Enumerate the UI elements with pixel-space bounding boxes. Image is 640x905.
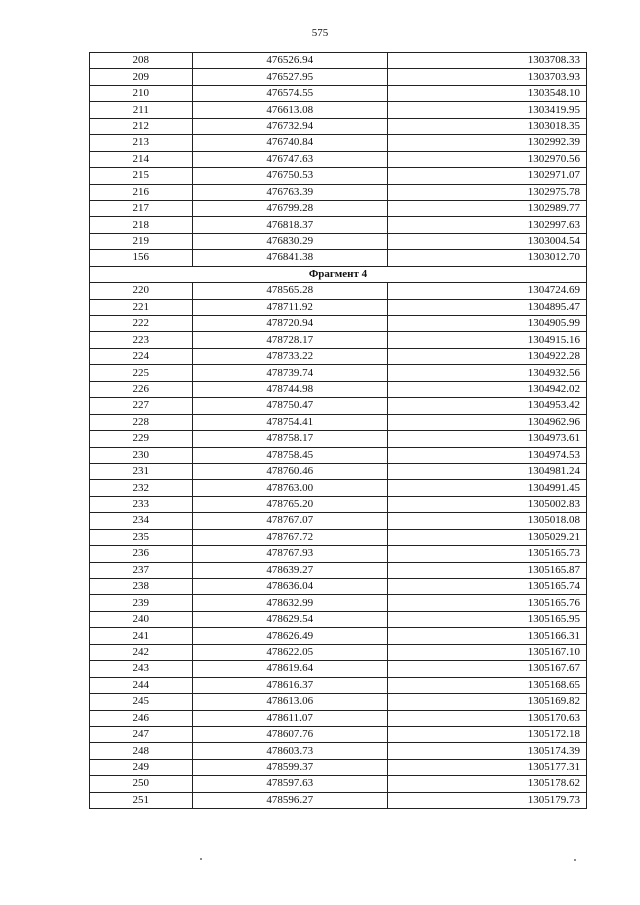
point-number-cell: 242 — [90, 644, 193, 660]
table-row — [90, 102, 587, 118]
point-number-cell: 238 — [90, 579, 193, 595]
point-number-cell: 227 — [90, 398, 193, 414]
y-coordinate-cell: 1304895.47 — [387, 299, 586, 315]
x-coordinate-cell: 476747.63 — [192, 151, 387, 167]
table-row — [90, 332, 587, 348]
x-coordinate-cell: 478711.92 — [192, 299, 387, 315]
y-coordinate-cell: 1304973.61 — [387, 431, 586, 447]
table-row — [90, 463, 587, 479]
point-number-cell: 224 — [90, 348, 193, 364]
x-coordinate-cell: 476740.84 — [192, 135, 387, 151]
table-row — [90, 217, 587, 233]
x-coordinate-cell: 476750.53 — [192, 168, 387, 184]
table-row — [90, 200, 587, 216]
y-coordinate-cell: 1304974.53 — [387, 447, 586, 463]
y-coordinate-cell: 1302992.39 — [387, 135, 586, 151]
y-coordinate-cell: 1304724.69 — [387, 283, 586, 299]
point-number-cell: 212 — [90, 118, 193, 134]
x-coordinate-cell: 478750.47 — [192, 398, 387, 414]
point-number-cell: 246 — [90, 710, 193, 726]
table-row — [90, 480, 587, 496]
scan-artifact-dot — [200, 858, 202, 860]
point-number-cell: 208 — [90, 53, 193, 69]
table-row — [90, 283, 587, 299]
point-number-cell: 240 — [90, 611, 193, 627]
table-row — [90, 529, 587, 545]
x-coordinate-cell: 478597.63 — [192, 776, 387, 792]
table-row — [90, 85, 587, 101]
point-number-cell: 221 — [90, 299, 193, 315]
x-coordinate-cell: 478603.73 — [192, 743, 387, 759]
x-coordinate-cell: 478758.17 — [192, 431, 387, 447]
point-number-cell: 236 — [90, 546, 193, 562]
point-number-cell: 222 — [90, 316, 193, 332]
table-row — [90, 792, 587, 808]
y-coordinate-cell: 1304905.99 — [387, 316, 586, 332]
table-row — [90, 398, 587, 414]
table-row — [90, 348, 587, 364]
point-number-cell: 213 — [90, 135, 193, 151]
table-row — [90, 694, 587, 710]
x-coordinate-cell: 478758.45 — [192, 447, 387, 463]
y-coordinate-cell: 1305018.08 — [387, 513, 586, 529]
x-coordinate-cell: 478739.74 — [192, 365, 387, 381]
y-coordinate-cell: 1303004.54 — [387, 233, 586, 249]
table-row — [90, 644, 587, 660]
scan-artifact-dot — [574, 859, 576, 861]
x-coordinate-cell: 478744.98 — [192, 381, 387, 397]
y-coordinate-cell: 1304953.42 — [387, 398, 586, 414]
y-coordinate-cell: 1305179.73 — [387, 792, 586, 808]
x-coordinate-cell: 478733.22 — [192, 348, 387, 364]
table-row — [90, 414, 587, 430]
x-coordinate-cell: 476763.39 — [192, 184, 387, 200]
point-number-cell: 247 — [90, 726, 193, 742]
y-coordinate-cell: 1303012.70 — [387, 250, 586, 266]
x-coordinate-cell: 478720.94 — [192, 316, 387, 332]
x-coordinate-cell: 476527.95 — [192, 69, 387, 85]
table-row — [90, 726, 587, 742]
x-coordinate-cell: 478767.93 — [192, 546, 387, 562]
y-coordinate-cell: 1305172.18 — [387, 726, 586, 742]
y-coordinate-cell: 1303703.93 — [387, 69, 586, 85]
point-number-cell: 234 — [90, 513, 193, 529]
point-number-cell: 210 — [90, 85, 193, 101]
point-number-cell: 223 — [90, 332, 193, 348]
table-row — [90, 743, 587, 759]
y-coordinate-cell: 1305167.67 — [387, 661, 586, 677]
y-coordinate-cell: 1303419.95 — [387, 102, 586, 118]
point-number-cell: 232 — [90, 480, 193, 496]
y-coordinate-cell: 1304915.16 — [387, 332, 586, 348]
y-coordinate-cell: 1302989.77 — [387, 200, 586, 216]
y-coordinate-cell: 1305168.65 — [387, 677, 586, 693]
y-coordinate-cell: 1303708.33 — [387, 53, 586, 69]
y-coordinate-cell: 1305170.63 — [387, 710, 586, 726]
y-coordinate-cell: 1305166.31 — [387, 628, 586, 644]
x-coordinate-cell: 476526.94 — [192, 53, 387, 69]
x-coordinate-cell: 478611.07 — [192, 710, 387, 726]
point-number-cell: 250 — [90, 776, 193, 792]
x-coordinate-cell: 476841.38 — [192, 250, 387, 266]
point-number-cell: 214 — [90, 151, 193, 167]
y-coordinate-cell: 1304991.45 — [387, 480, 586, 496]
y-coordinate-cell: 1305029.21 — [387, 529, 586, 545]
table-row — [90, 677, 587, 693]
table-row — [90, 562, 587, 578]
y-coordinate-cell: 1305174.39 — [387, 743, 586, 759]
y-coordinate-cell: 1305165.76 — [387, 595, 586, 611]
x-coordinate-cell: 478596.27 — [192, 792, 387, 808]
point-number-cell: 229 — [90, 431, 193, 447]
x-coordinate-cell: 478613.06 — [192, 694, 387, 710]
table-row — [90, 661, 587, 677]
y-coordinate-cell: 1304922.28 — [387, 348, 586, 364]
point-number-cell: 156 — [90, 250, 193, 266]
x-coordinate-cell: 476830.29 — [192, 233, 387, 249]
y-coordinate-cell: 1305178.62 — [387, 776, 586, 792]
table-row — [90, 53, 587, 69]
x-coordinate-cell: 478765.20 — [192, 496, 387, 512]
point-number-cell: 219 — [90, 233, 193, 249]
point-number-cell: 245 — [90, 694, 193, 710]
x-coordinate-cell: 478767.07 — [192, 513, 387, 529]
point-number-cell: 209 — [90, 69, 193, 85]
x-coordinate-cell: 478636.04 — [192, 579, 387, 595]
point-number-cell: 251 — [90, 792, 193, 808]
point-number-cell: 225 — [90, 365, 193, 381]
x-coordinate-cell: 476818.37 — [192, 217, 387, 233]
x-coordinate-cell: 478622.05 — [192, 644, 387, 660]
table-row — [90, 447, 587, 463]
point-number-cell: 235 — [90, 529, 193, 545]
point-number-cell: 248 — [90, 743, 193, 759]
y-coordinate-cell: 1305165.95 — [387, 611, 586, 627]
table-row — [90, 299, 587, 315]
table-row — [90, 151, 587, 167]
x-coordinate-cell: 478754.41 — [192, 414, 387, 430]
table-row — [90, 184, 587, 200]
point-number-cell: 241 — [90, 628, 193, 644]
table-row — [90, 431, 587, 447]
y-coordinate-cell: 1303548.10 — [387, 85, 586, 101]
fragment-header-row — [90, 266, 587, 282]
x-coordinate-cell: 478763.00 — [192, 480, 387, 496]
y-coordinate-cell: 1305165.87 — [387, 562, 586, 578]
table-row — [90, 118, 587, 134]
table-row — [90, 710, 587, 726]
x-coordinate-cell: 478619.64 — [192, 661, 387, 677]
point-number-cell: 226 — [90, 381, 193, 397]
x-coordinate-cell: 478626.49 — [192, 628, 387, 644]
x-coordinate-cell: 476732.94 — [192, 118, 387, 134]
x-coordinate-cell: 478565.28 — [192, 283, 387, 299]
x-coordinate-cell: 478599.37 — [192, 759, 387, 775]
y-coordinate-cell: 1304981.24 — [387, 463, 586, 479]
x-coordinate-cell: 476799.28 — [192, 200, 387, 216]
x-coordinate-cell: 478760.46 — [192, 463, 387, 479]
point-number-cell: 215 — [90, 168, 193, 184]
table-row — [90, 513, 587, 529]
y-coordinate-cell: 1302970.56 — [387, 151, 586, 167]
y-coordinate-cell: 1305002.83 — [387, 496, 586, 512]
table-row — [90, 595, 587, 611]
table-row — [90, 381, 587, 397]
y-coordinate-cell: 1305165.74 — [387, 579, 586, 595]
table-row — [90, 496, 587, 512]
fragment-label: Фрагмент 4 — [90, 266, 587, 282]
point-number-cell: 230 — [90, 447, 193, 463]
x-coordinate-cell: 478767.72 — [192, 529, 387, 545]
point-number-cell: 211 — [90, 102, 193, 118]
table-row — [90, 233, 587, 249]
table-row — [90, 168, 587, 184]
x-coordinate-cell: 478629.54 — [192, 611, 387, 627]
y-coordinate-cell: 1302997.63 — [387, 217, 586, 233]
x-coordinate-cell: 478639.27 — [192, 562, 387, 578]
table-row — [90, 250, 587, 266]
point-number-cell: 233 — [90, 496, 193, 512]
point-number-cell: 249 — [90, 759, 193, 775]
y-coordinate-cell: 1304932.56 — [387, 365, 586, 381]
point-number-cell: 239 — [90, 595, 193, 611]
x-coordinate-cell: 478728.17 — [192, 332, 387, 348]
x-coordinate-cell: 478616.37 — [192, 677, 387, 693]
x-coordinate-cell: 478607.76 — [192, 726, 387, 742]
table-row — [90, 776, 587, 792]
table-row — [90, 759, 587, 775]
y-coordinate-cell: 1304942.02 — [387, 381, 586, 397]
point-number-cell: 237 — [90, 562, 193, 578]
point-number-cell: 243 — [90, 661, 193, 677]
x-coordinate-cell: 476574.55 — [192, 85, 387, 101]
y-coordinate-cell: 1305177.31 — [387, 759, 586, 775]
table-row — [90, 628, 587, 644]
point-number-cell: 231 — [90, 463, 193, 479]
y-coordinate-cell: 1303018.35 — [387, 118, 586, 134]
point-number-cell: 218 — [90, 217, 193, 233]
point-number-cell: 220 — [90, 283, 193, 299]
table-row — [90, 135, 587, 151]
table-row — [90, 316, 587, 332]
table-row — [90, 611, 587, 627]
x-coordinate-cell: 476613.08 — [192, 102, 387, 118]
y-coordinate-cell: 1302975.78 — [387, 184, 586, 200]
x-coordinate-cell: 478632.99 — [192, 595, 387, 611]
point-number-cell: 228 — [90, 414, 193, 430]
coordinates-table — [89, 52, 587, 809]
y-coordinate-cell: 1305165.73 — [387, 546, 586, 562]
coordinates-table-body — [90, 53, 587, 809]
point-number-cell: 217 — [90, 200, 193, 216]
y-coordinate-cell: 1304962.96 — [387, 414, 586, 430]
y-coordinate-cell: 1305167.10 — [387, 644, 586, 660]
table-row — [90, 69, 587, 85]
point-number-cell: 244 — [90, 677, 193, 693]
table-row — [90, 365, 587, 381]
table-row — [90, 546, 587, 562]
point-number-cell: 216 — [90, 184, 193, 200]
y-coordinate-cell: 1302971.07 — [387, 168, 586, 184]
table-row — [90, 579, 587, 595]
y-coordinate-cell: 1305169.82 — [387, 694, 586, 710]
page-number: 575 — [311, 27, 329, 39]
